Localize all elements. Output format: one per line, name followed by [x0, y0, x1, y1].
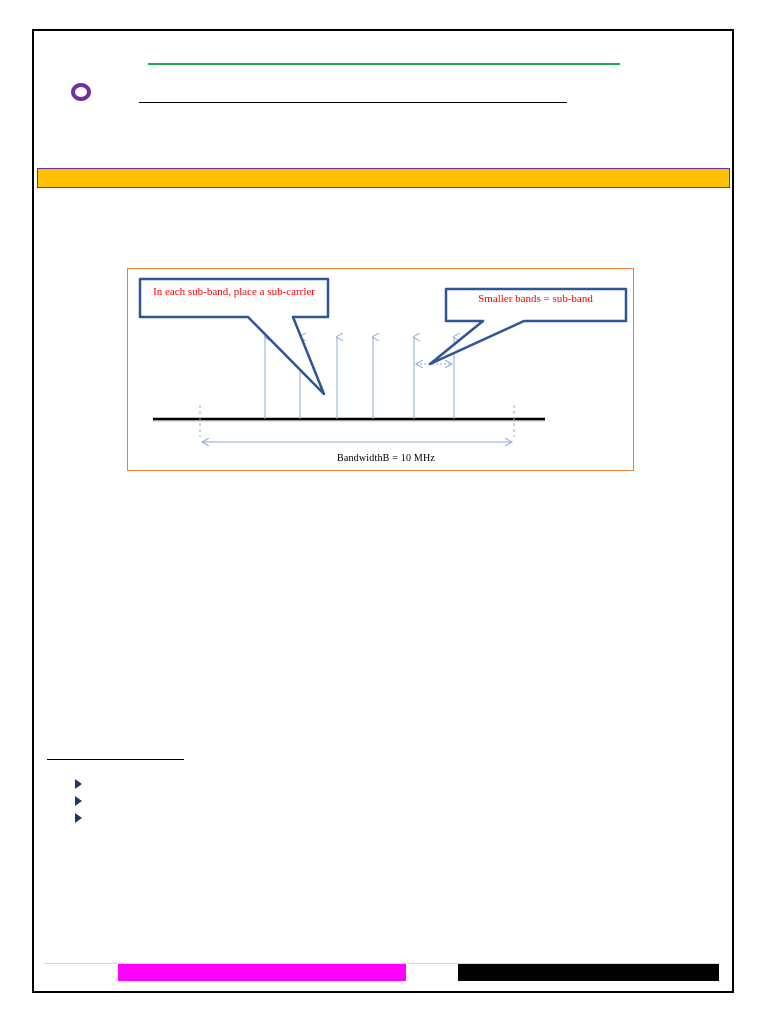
callout-right-text: Smaller bands = sub-band — [478, 293, 593, 305]
circle-outline-icon — [71, 83, 91, 101]
footer-pink-block — [118, 964, 406, 981]
ofdm-subcarrier-figure — [127, 268, 634, 471]
references-heading-underline — [47, 759, 184, 760]
bullet-list — [75, 777, 82, 828]
triangle-right-icon — [75, 813, 82, 823]
section-header-bar — [37, 168, 730, 188]
top-green-rule — [148, 63, 620, 65]
callout-left-text: In each sub-band, place a sub-carrier — [153, 286, 315, 298]
list-item — [75, 796, 82, 811]
title-underline — [139, 102, 567, 103]
footer-black-block — [458, 964, 719, 981]
triangle-right-icon — [75, 796, 82, 806]
list-item — [75, 779, 82, 794]
bandwidth-label: BandwidthB = 10 MHz — [336, 453, 436, 464]
triangle-right-icon — [75, 779, 82, 789]
list-item — [75, 813, 82, 828]
